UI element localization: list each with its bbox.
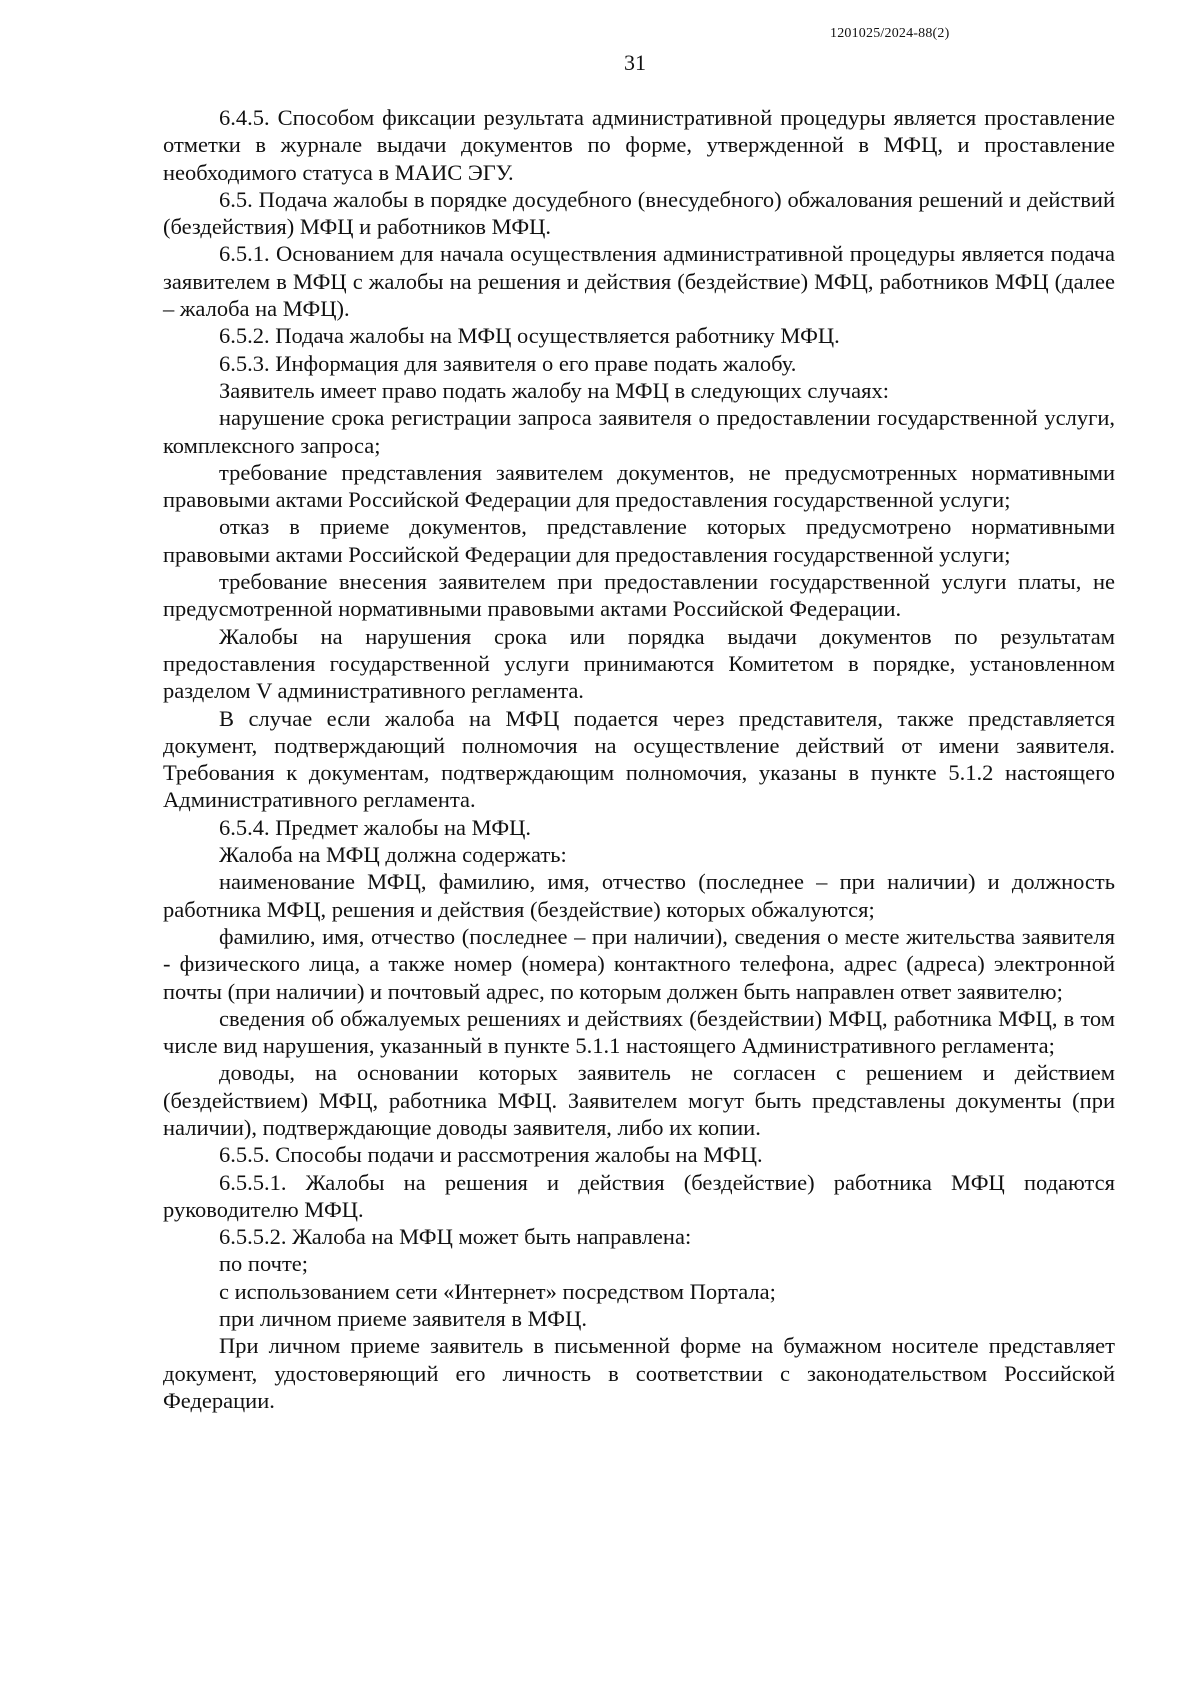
paragraph-committee: Жалобы на нарушения срока или порядка выдачи документов по результатам предоставления государственной услуги принимаются Комитетом в порядке, установленном разделом V административного регламента. [163,623,1115,704]
paragraph-6-5-2: 6.5.2. Подача жалобы на МФЦ осуществляется работнику МФЦ. [219,323,840,349]
paragraph-6-5-3: 6.5.3. Информация для заявителя о его праве подать жалобу. [219,350,797,376]
page-number: 31 [624,50,646,75]
list-item-method-2: с использованием сети «Интернет» посредством Портала; [219,1278,776,1304]
paragraph-complaint-cases: Заявитель имеет право подать жалобу на МФЦ в следующих случаях: [219,377,889,403]
list-item-content-4: доводы, на основании которых заявитель не согласен с решением и действием (бездействием) МФЦ, работника МФЦ. Заявителем могут быть представлены документы (при наличии), подтверждающие доводы заявителя, либо их копии. [163,1060,1115,1140]
paragraph-6-4-5: 6.4.5. Способом фиксации результата административной процедуры является проставление отметки в журнале выдачи документов по форме, утвержденной в МФЦ, и проставление необходимого статуса в МАИС ЭГУ. [163,105,1115,185]
document-body [163,104,1115,1414]
paragraph-6-5-5: 6.5.5. Способы подачи и рассмотрения жалобы на МФЦ. [219,1142,763,1168]
list-item-case-1: нарушение срока регистрации запроса заявителя о предоставлении государственной услуги, комплексного запроса; [163,405,1115,458]
paragraph-representative: В случае если жалоба на МФЦ подается через представителя, также представляется документ, подтверждающий полномочия на осуществление действий от имени заявителя. Требования к документам, подтверждающим полномочия, указаны в пункте 5.1.2 настоящего Административного регламента. [163,705,1115,813]
list-item-content-2: фамилию, имя, отчество (последнее – при наличии), сведения о месте жительства заявителя - физического лица, а также номер (номера) контактного телефона, адрес (адреса) электронной почты (при наличии) и почтовый адрес, по которым должен быть направлен ответ заявителю; [163,923,1115,1004]
list-item-case-2: требование представления заявителем документов, не предусмотренных нормативными правовыми актами Российской Федерации для предоставления государственной услуги; [163,459,1115,513]
list-item-content-3: сведения об обжалуемых решениях и действиях (бездействии) МФЦ, работника МФЦ, в том числе вид нарушения, указанный в пункте 5.1.1 настоящего Административного регламента; [163,1005,1115,1059]
document-id: 1201025/2024-88(2) [830,26,950,41]
paragraph-6-5-5-1: 6.5.5.1. Жалобы на решения и действия (бездействие) работника МФЦ подаются руководителю МФЦ. [163,1169,1115,1222]
paragraph-6-5-4: 6.5.4. Предмет жалобы на МФЦ. [219,814,531,840]
list-item-case-3: отказ в приеме документов, представление которых предусмотрено нормативными правовыми актами Российской Федерации для предоставления государственной услуги; [163,514,1115,567]
list-item-content-1: наименование МФЦ, фамилию, имя, отчество (последнее – при наличии) и должность работника МФЦ, решения и действия (бездействие) которых обжалуются; [163,869,1115,922]
paragraph-complaint-contents: Жалоба на МФЦ должна содержать: [219,842,567,868]
list-item-method-1: по почте; [219,1251,309,1277]
paragraph-6-5: 6.5. Подача жалобы в порядке досудебного (внесудебного) обжалования решений и действий (бездействия) МФЦ и работников МФЦ. [163,186,1115,240]
list-item-method-3: при личном приеме заявителя в МФЦ. [219,1306,587,1332]
paragraph-6-5-1: 6.5.1. Основанием для начала осуществления административной процедуры является подача заявителем в МФЦ с жалобы на решения и действия (бездействие) МФЦ, работников МФЦ (далее – жалоба на МФЦ). [163,241,1115,322]
paragraph-personal-reception: При личном приеме заявитель в письменной форме на бумажном носителе представляет документ, удостоверяющий его личность в соответствии с законодательством Российской Федерации. [163,1333,1115,1413]
list-item-case-4: требование внесения заявителем при предоставлении государственной услуги платы, не предусмотренной нормативными правовыми актами Российской Федерации. [163,569,1115,622]
paragraph-6-5-5-2: 6.5.5.2. Жалоба на МФЦ может быть направлена: [219,1224,692,1250]
